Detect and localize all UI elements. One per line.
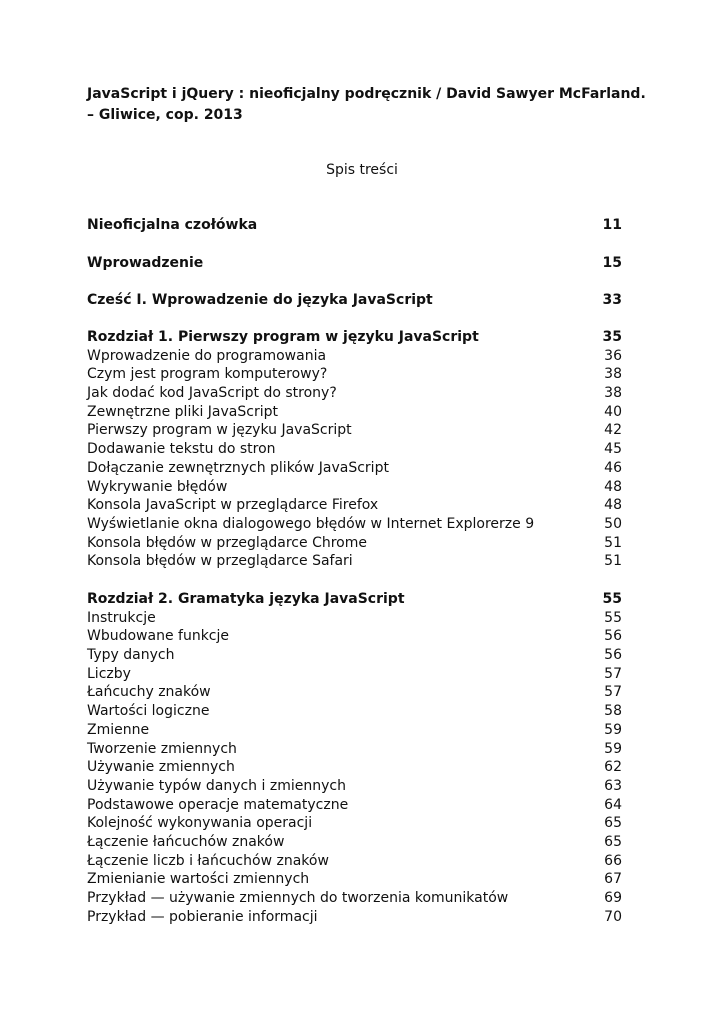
chapter-title: Rozdział 2. Gramatyka języka JavaScript bbox=[87, 591, 405, 607]
toc-entry bbox=[87, 384, 622, 403]
toc-entry-section bbox=[87, 254, 622, 273]
entry-page: 57 bbox=[604, 684, 622, 701]
entry-title: Cześć I. Wprowadzenie do języka JavaScript bbox=[87, 292, 433, 308]
entry-page: 59 bbox=[604, 721, 622, 738]
entry-title: Typy danych bbox=[87, 647, 175, 664]
toc-chapter-2 bbox=[87, 590, 622, 926]
entry-page: 45 bbox=[604, 441, 622, 458]
toc-section bbox=[87, 216, 622, 235]
chapter-page: 35 bbox=[602, 329, 622, 345]
toc-title: Spis treści bbox=[326, 162, 398, 178]
toc-section bbox=[87, 254, 622, 273]
toc-entry bbox=[87, 796, 622, 815]
entry-page: 40 bbox=[604, 403, 622, 420]
entry-title: Używanie zmiennych bbox=[87, 759, 235, 776]
entry-title: Używanie typów danych i zmiennych bbox=[87, 777, 346, 794]
entry-page: 36 bbox=[604, 347, 622, 364]
entry-page: 57 bbox=[604, 665, 622, 682]
entry-title: Wbudowane funkcje bbox=[87, 628, 230, 645]
entry-title: Konsola błędów w przeglądarce Safari bbox=[87, 553, 353, 570]
entry-title: Dołączanie zewnętrznych plików JavaScript bbox=[87, 459, 389, 476]
entry-title: Zmienne bbox=[87, 721, 150, 738]
entry-page: 64 bbox=[604, 796, 622, 813]
toc-entry bbox=[87, 665, 622, 684]
toc-entry bbox=[87, 908, 622, 927]
entry-title: Liczby bbox=[87, 665, 131, 682]
chapter-title: Rozdział 1. Pierwszy program w języku JavaScript bbox=[87, 329, 479, 345]
toc-entry-section bbox=[87, 291, 622, 310]
toc-entry bbox=[87, 515, 622, 534]
toc-entry bbox=[87, 646, 622, 665]
bibliographic-header bbox=[87, 84, 647, 126]
entry-page: 66 bbox=[604, 852, 622, 869]
toc-entry bbox=[87, 627, 622, 646]
entry-title: Konsola JavaScript w przeglądarce Firefox bbox=[87, 497, 379, 514]
entry-page: 69 bbox=[604, 890, 622, 906]
toc-entry bbox=[87, 609, 622, 628]
entry-title: Podstawowe operacje matematyczne bbox=[87, 796, 349, 813]
entry-title: Wprowadzenie bbox=[87, 255, 204, 271]
entry-page: 58 bbox=[604, 703, 622, 720]
toc-entry bbox=[87, 721, 622, 740]
entry-title: Wykrywanie błędów bbox=[87, 478, 228, 495]
entry-title: Przykład — pobieranie informacji bbox=[87, 908, 318, 925]
toc-entry bbox=[87, 421, 622, 440]
entry-title: Kolejność wykonywania operacji bbox=[87, 815, 313, 832]
toc-section bbox=[87, 291, 622, 310]
entry-title: Wartości logiczne bbox=[87, 703, 210, 720]
chapter-heading bbox=[87, 328, 622, 347]
entry-page: 51 bbox=[604, 534, 622, 551]
entry-title: Wprowadzenie do programowania bbox=[87, 347, 327, 364]
entry-title: Łańcuchy znaków bbox=[87, 684, 211, 701]
entry-page: 48 bbox=[604, 497, 622, 514]
entry-title: Łączenie liczb i łańcuchów znaków bbox=[87, 852, 329, 869]
entry-page: 15 bbox=[602, 255, 622, 271]
entry-page: 70 bbox=[604, 908, 622, 925]
entry-title: Nieoficjalna czołówka bbox=[87, 217, 258, 233]
entry-page: 63 bbox=[604, 777, 622, 794]
toc-entry bbox=[87, 365, 622, 384]
entry-title: Dodawanie tekstu do stron bbox=[87, 441, 276, 458]
entry-page: 46 bbox=[604, 459, 622, 476]
entry-title: Zmienianie wartości zmiennych bbox=[87, 871, 310, 888]
chapter-heading bbox=[87, 590, 622, 609]
toc-entry bbox=[87, 702, 622, 721]
toc-chapter-1 bbox=[87, 328, 622, 571]
toc-entry bbox=[87, 814, 622, 833]
toc-entry bbox=[87, 403, 622, 422]
entry-title: Czym jest program komputerowy? bbox=[87, 366, 328, 383]
header-line-2: – Gliwice, cop. 2013 bbox=[87, 107, 243, 123]
toc-entry bbox=[87, 852, 622, 871]
entry-title: Wyświetlanie okna dialogowego błędów w Internet Explorerze 9 bbox=[87, 515, 535, 532]
toc-entry bbox=[87, 347, 622, 366]
toc-entry bbox=[87, 777, 622, 796]
entry-title: Instrukcje bbox=[87, 609, 156, 626]
toc-entry bbox=[87, 758, 622, 777]
entry-page: 42 bbox=[604, 422, 622, 439]
toc-entry bbox=[87, 459, 622, 478]
entry-page: 56 bbox=[604, 628, 622, 645]
entry-page: 67 bbox=[604, 871, 622, 888]
toc-entry bbox=[87, 683, 622, 702]
entry-page: 56 bbox=[604, 647, 622, 664]
entry-title: Jak dodać kod JavaScript do strony? bbox=[87, 385, 337, 402]
entry-page: 38 bbox=[604, 385, 622, 402]
entry-page: 59 bbox=[604, 740, 622, 757]
toc-entry bbox=[87, 552, 622, 571]
entry-page: 50 bbox=[604, 515, 622, 532]
entry-page: 11 bbox=[602, 217, 622, 233]
toc-entry bbox=[87, 870, 622, 889]
entry-page: 55 bbox=[604, 609, 622, 626]
toc-entry bbox=[87, 534, 622, 553]
entry-page: 62 bbox=[604, 759, 622, 776]
entry-title: Pierwszy program w języku JavaScript bbox=[87, 422, 352, 439]
toc-entry bbox=[87, 740, 622, 759]
entry-title: Zewnętrzne pliki JavaScript bbox=[87, 403, 278, 420]
entry-page: 51 bbox=[604, 553, 622, 570]
entry-title: Łączenie łańcuchów znaków bbox=[87, 833, 285, 850]
entry-page: 38 bbox=[604, 366, 622, 383]
toc-entry bbox=[87, 440, 622, 459]
toc-entry bbox=[87, 478, 622, 497]
entry-title: Tworzenie zmiennych bbox=[87, 740, 237, 757]
entry-page: 33 bbox=[602, 292, 622, 308]
toc-entry bbox=[87, 833, 622, 852]
header-line-1: JavaScript i jQuery : nieoficjalny podręcznik / David Sawyer McFarland. bbox=[87, 86, 646, 102]
entry-page: 48 bbox=[604, 478, 622, 495]
entry-title: Konsola błędów w przeglądarce Chrome bbox=[87, 534, 367, 551]
toc-entry bbox=[87, 889, 622, 908]
entry-page: 65 bbox=[604, 815, 622, 832]
chapter-page: 55 bbox=[602, 591, 622, 607]
toc-entry bbox=[87, 496, 622, 515]
entry-title: Przykład — używanie zmiennych do tworzenia komunikatów bbox=[87, 890, 509, 906]
toc-entry-section bbox=[87, 216, 622, 235]
entry-page: 65 bbox=[604, 833, 622, 850]
